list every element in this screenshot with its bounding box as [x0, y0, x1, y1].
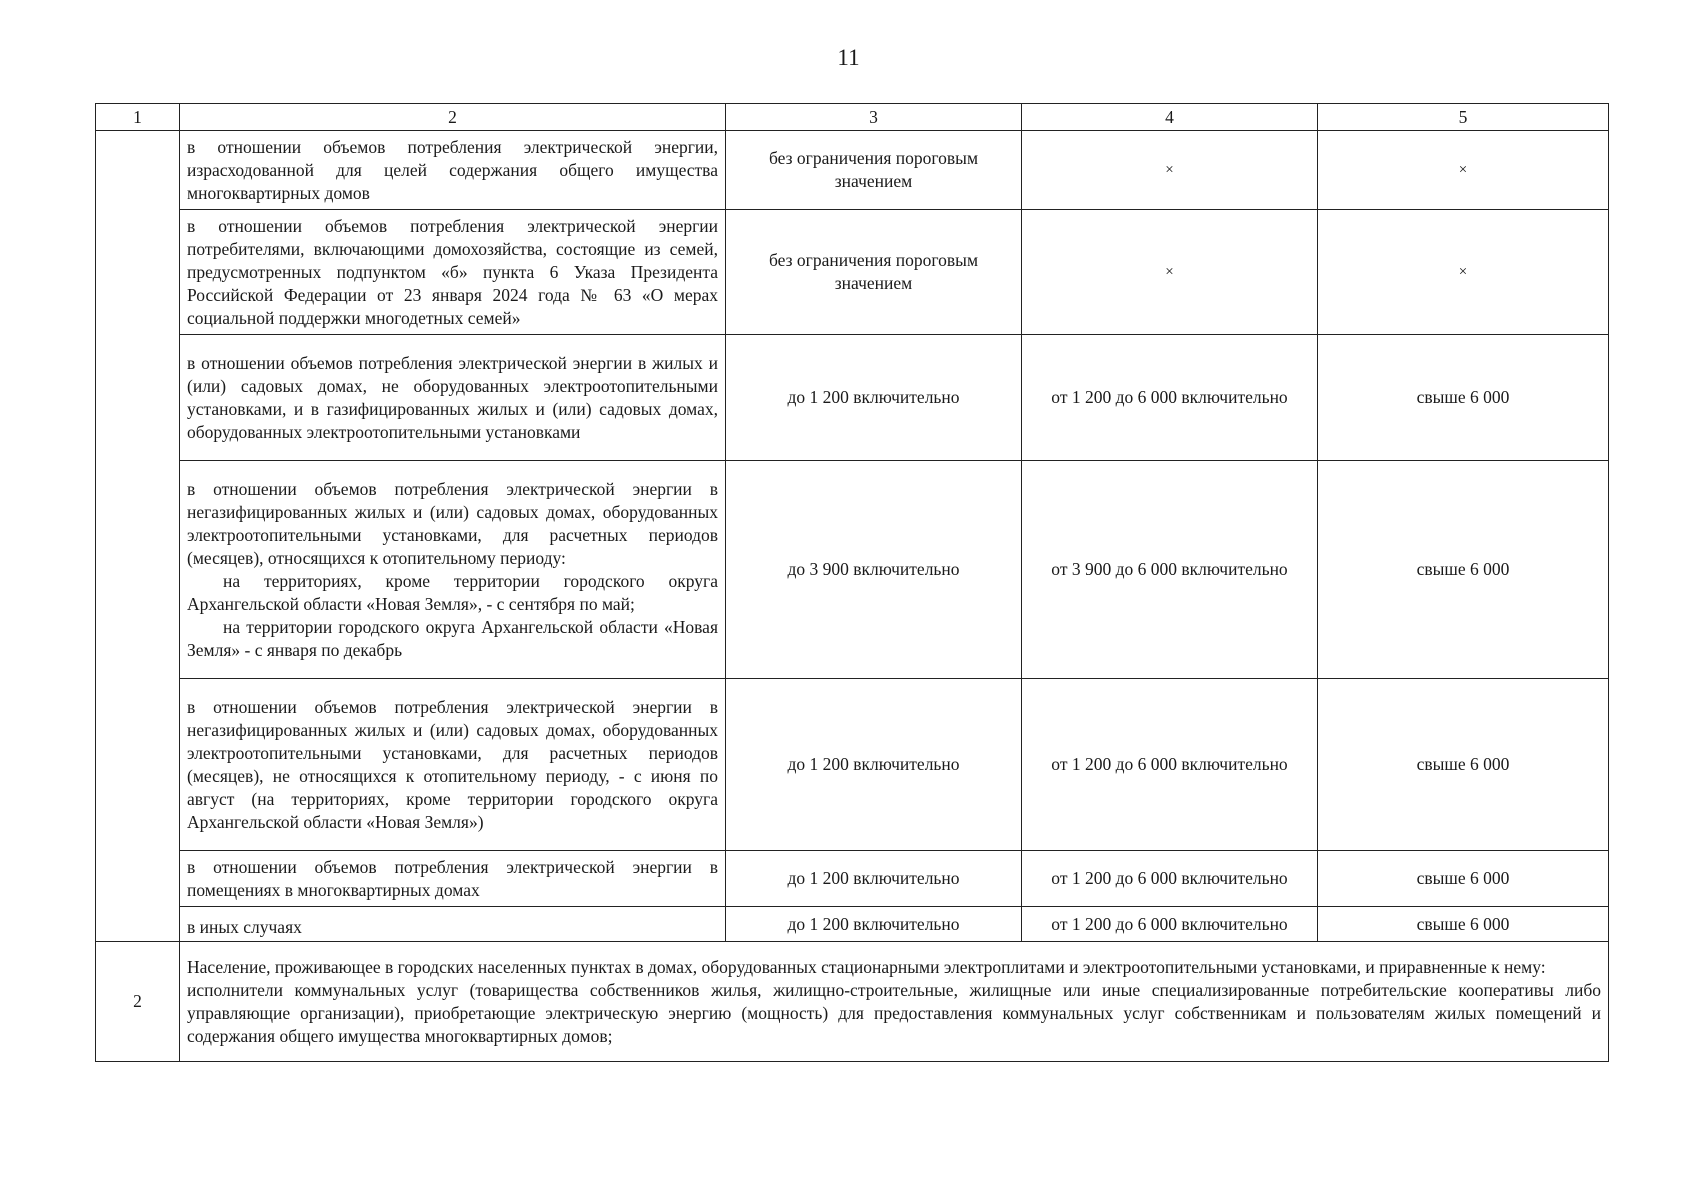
threshold-range-1: до 1 200 включительно	[726, 907, 1022, 942]
threshold-range-3: свыше 6 000	[1318, 679, 1609, 851]
row-description: в отношении объемов потребления электрической энергии в жилых и (или) садовых домах, не оборудованных электроотопительными установками, и в газифицированных жилых и (или) садовых домах, оборудованных электроотопительными установками	[180, 335, 726, 461]
column-header-3: 3	[726, 104, 1022, 131]
table-row	[96, 131, 1609, 210]
table-row	[96, 907, 1609, 942]
section-number: 2	[96, 942, 180, 1062]
threshold-range-2: ×	[1022, 131, 1318, 210]
column-header-5: 5	[1318, 104, 1609, 131]
row-description: в иных случаях	[180, 907, 726, 942]
table-row	[96, 210, 1609, 335]
table-row	[96, 851, 1609, 907]
threshold-range-2: от 1 200 до 6 000 включительно	[1022, 907, 1318, 942]
table-header-row	[96, 104, 1609, 131]
threshold-range-3: свыше 6 000	[1318, 461, 1609, 679]
column-header-2: 2	[180, 104, 726, 131]
section-line-1: Население, проживающее в городских населенных пунктах в домах, оборудованных стационарными электроплитами и электроотопительными установками, и приравненные к нему:	[187, 956, 1546, 977]
page-number: 11	[837, 45, 860, 70]
section-row	[96, 942, 1609, 1062]
threshold-range-1: без ограничения пороговым значением	[726, 131, 1022, 210]
threshold-range-1: до 3 900 включительно	[726, 461, 1022, 679]
description-intro: в отношении объемов потребления электрической энергии в негазифицированных жилых и (или) садовых домах, оборудованных электроотопительными установками, для расчетных периодов (месяцев), относящихся к отопительному периоду:	[187, 478, 718, 568]
section-line-2: исполнители коммунальных услуг (товарищества собственников жилья, жилищно-строительные, жилищные или иные специализированные потребительские кооперативы либо управляющие организации), приобретающие электрическую энергию (мощность) для предоставления коммунальных услуг собственникам и пользователям жилых помещений и содержания общего имущества многоквартирных домов;	[187, 979, 1601, 1046]
threshold-range-3: ×	[1318, 131, 1609, 210]
threshold-range-2: ×	[1022, 210, 1318, 335]
threshold-range-2: от 3 900 до 6 000 включительно	[1022, 461, 1318, 679]
row-description	[180, 461, 726, 679]
section-description	[180, 942, 1609, 1062]
threshold-range-1: до 1 200 включительно	[726, 851, 1022, 907]
threshold-range-2: от 1 200 до 6 000 включительно	[1022, 851, 1318, 907]
description-clause-b: на территории городского округа Архангельской области «Новая Земля» - с января по декабрь	[187, 616, 718, 660]
column-header-1: 1	[96, 104, 180, 131]
threshold-range-3: свыше 6 000	[1318, 851, 1609, 907]
table-row	[96, 461, 1609, 679]
threshold-range-1: без ограничения пороговым значением	[726, 210, 1022, 335]
threshold-range-1: до 1 200 включительно	[726, 679, 1022, 851]
table-row	[96, 335, 1609, 461]
tariff-table	[95, 103, 1609, 1062]
row-number-empty	[96, 131, 180, 942]
row-description: в отношении объемов потребления электрической энергии потребителями, включающими домохозяйства, состоящие из семей, предусмотренных подпунктом «б» пункта 6 Указа Президента Российской Федерации от 23 января 2024 года № 63 «О мерах социальной поддержки многодетных семей»	[180, 210, 726, 335]
description-clause-a: на территориях, кроме территории городского округа Архангельской области «Новая Земля», - с сентября по май;	[187, 570, 718, 614]
row-description: в отношении объемов потребления электрической энергии в негазифицированных жилых и (или) садовых домах, оборудованных электроотопительными установками, для расчетных периодов (месяцев), не относящихся к отопительному периоду, - с июня по август (на территориях, кроме территории городского округа Архангельской области «Новая Земля»)	[180, 679, 726, 851]
threshold-range-3: ×	[1318, 210, 1609, 335]
threshold-range-3: свыше 6 000	[1318, 335, 1609, 461]
table-row	[96, 679, 1609, 851]
threshold-range-1: до 1 200 включительно	[726, 335, 1022, 461]
threshold-range-3: свыше 6 000	[1318, 907, 1609, 942]
row-description: в отношении объемов потребления электрической энергии в помещениях в многоквартирных домах	[180, 851, 726, 907]
threshold-range-2: от 1 200 до 6 000 включительно	[1022, 679, 1318, 851]
column-header-4: 4	[1022, 104, 1318, 131]
row-description: в отношении объемов потребления электрической энергии, израсходованной для целей содержания общего имущества многоквартирных домов	[180, 131, 726, 210]
threshold-range-2: от 1 200 до 6 000 включительно	[1022, 335, 1318, 461]
